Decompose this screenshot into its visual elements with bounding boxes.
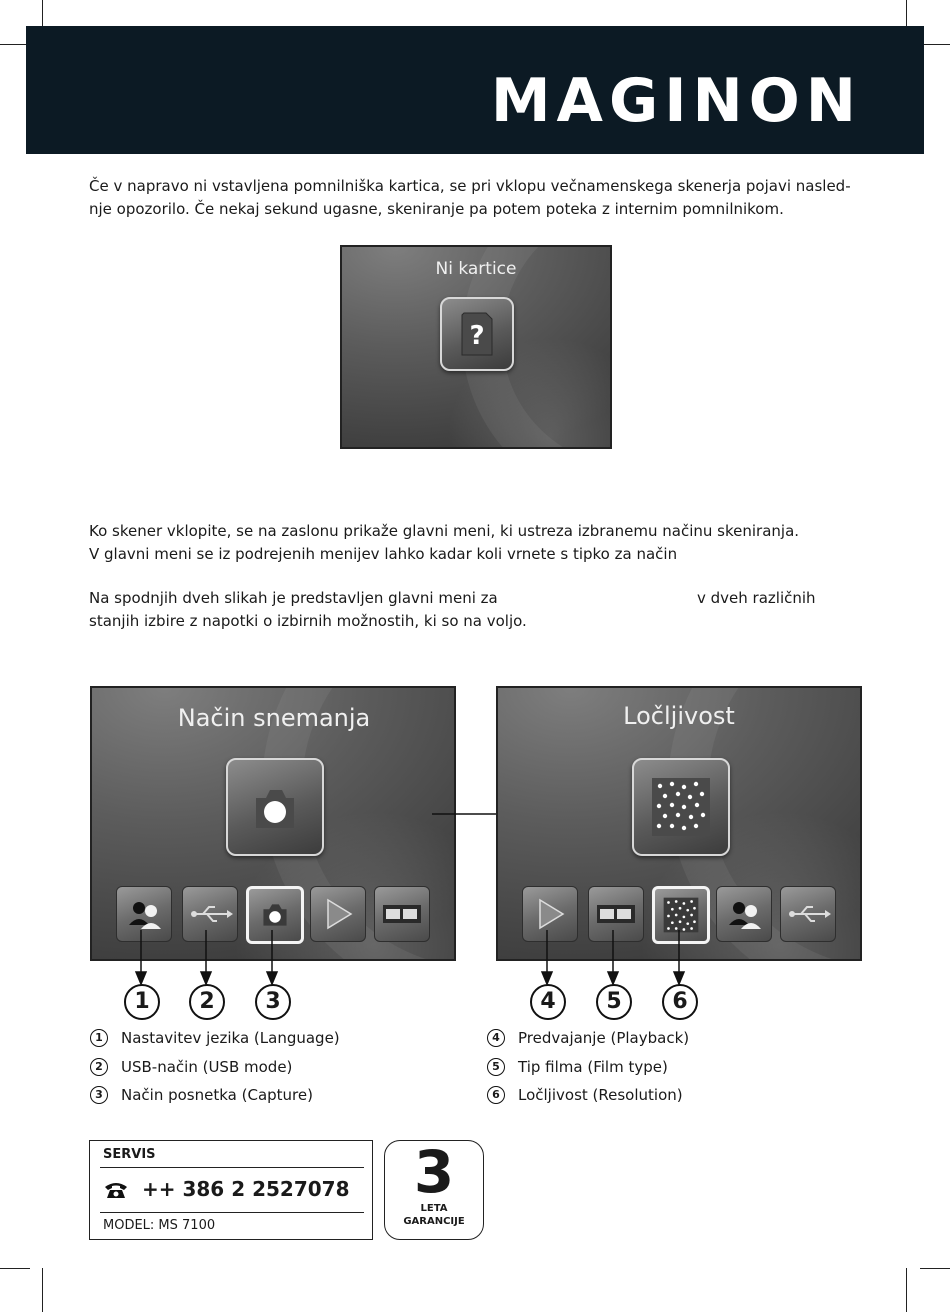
crop-mark xyxy=(0,1268,30,1269)
resolution-screen xyxy=(496,686,862,961)
guarantee-years: 3 xyxy=(413,1138,455,1206)
legend-left xyxy=(90,1028,470,1118)
legend-item: 6 Ločljivost (Resolution) xyxy=(487,1085,683,1105)
marker-3: 3 xyxy=(255,984,291,1020)
service-label: SERVIS xyxy=(103,1147,156,1162)
marker-5: 5 xyxy=(596,984,632,1020)
service-phone: ++ 386 2 2527078 xyxy=(142,1177,350,1201)
callout-lines xyxy=(0,930,950,986)
no-card-title: Ni kartice xyxy=(435,259,517,279)
divider xyxy=(100,1167,364,1168)
menu-description-2 xyxy=(89,587,869,633)
menu-line-4: stanjih izbire z napotki o izbirnih možnostih, ki so na voljo. xyxy=(89,612,527,630)
capture-mode-screen xyxy=(90,686,456,961)
camera-icon xyxy=(226,758,324,856)
question-glyph: ? xyxy=(469,321,485,351)
crop-mark xyxy=(920,1268,950,1269)
divider xyxy=(100,1212,364,1213)
marker-1: 1 xyxy=(124,984,160,1020)
model-number: MODEL: MS 7100 xyxy=(103,1218,216,1233)
intro-paragraph: Če v napravo ni vstavljena pomnilniška kartica, se pri vklopu večnamenskega skenerja pojavi nasled-nje opozorilo. Če nekaj sekund ugasne, skeniranje pa potem poteka z internim pomnilnikom. xyxy=(89,177,851,218)
marker-2: 2 xyxy=(189,984,225,1020)
guarantee-text: LETA GARANCIJE xyxy=(403,1203,465,1227)
menu-line-2: V glavni meni se iz podrejenih menijev lahko kadar koli vrnete s tipko za način xyxy=(89,545,678,563)
menu-line-3-end: v dveh različnih xyxy=(697,589,816,607)
brand-logo: MAGINON xyxy=(490,66,862,136)
menu-description xyxy=(89,520,869,566)
crop-mark xyxy=(906,1268,907,1312)
capture-mode-title: Način snemanja xyxy=(177,704,371,732)
legend-item: 2 USB-način (USB mode) xyxy=(90,1057,292,1077)
marker-4: 4 xyxy=(530,984,566,1020)
sd-card-question-icon xyxy=(440,297,514,371)
menu-line-3-start: Na spodnjih dveh slikah je predstavljen glavni meni za xyxy=(89,589,498,607)
legend-item: 5 Tip filma (Film type) xyxy=(487,1057,668,1077)
guarantee-badge xyxy=(384,1140,484,1240)
menu-line-1: Ko skener vklopite, se na zaslonu prikaže glavni meni, ki ustreza izbranemu načinu skeniranja. xyxy=(89,522,800,540)
telephone-icon xyxy=(104,1181,128,1199)
legend-item: 1 Nastavitev jezika (Language) xyxy=(90,1028,340,1048)
legend-item: 4 Predvajanje (Playback) xyxy=(487,1028,689,1048)
crop-mark xyxy=(42,1268,43,1312)
crop-mark xyxy=(920,44,950,45)
marker-6: 6 xyxy=(662,984,698,1020)
brand-header xyxy=(26,26,924,154)
resolution-dots-icon xyxy=(632,758,730,856)
legend-item: 3 Način posnetka (Capture) xyxy=(90,1085,313,1105)
resolution-title: Ločljivost xyxy=(623,702,735,730)
legend-right xyxy=(487,1028,867,1118)
no-card-screen xyxy=(340,245,612,449)
service-box xyxy=(89,1140,373,1240)
